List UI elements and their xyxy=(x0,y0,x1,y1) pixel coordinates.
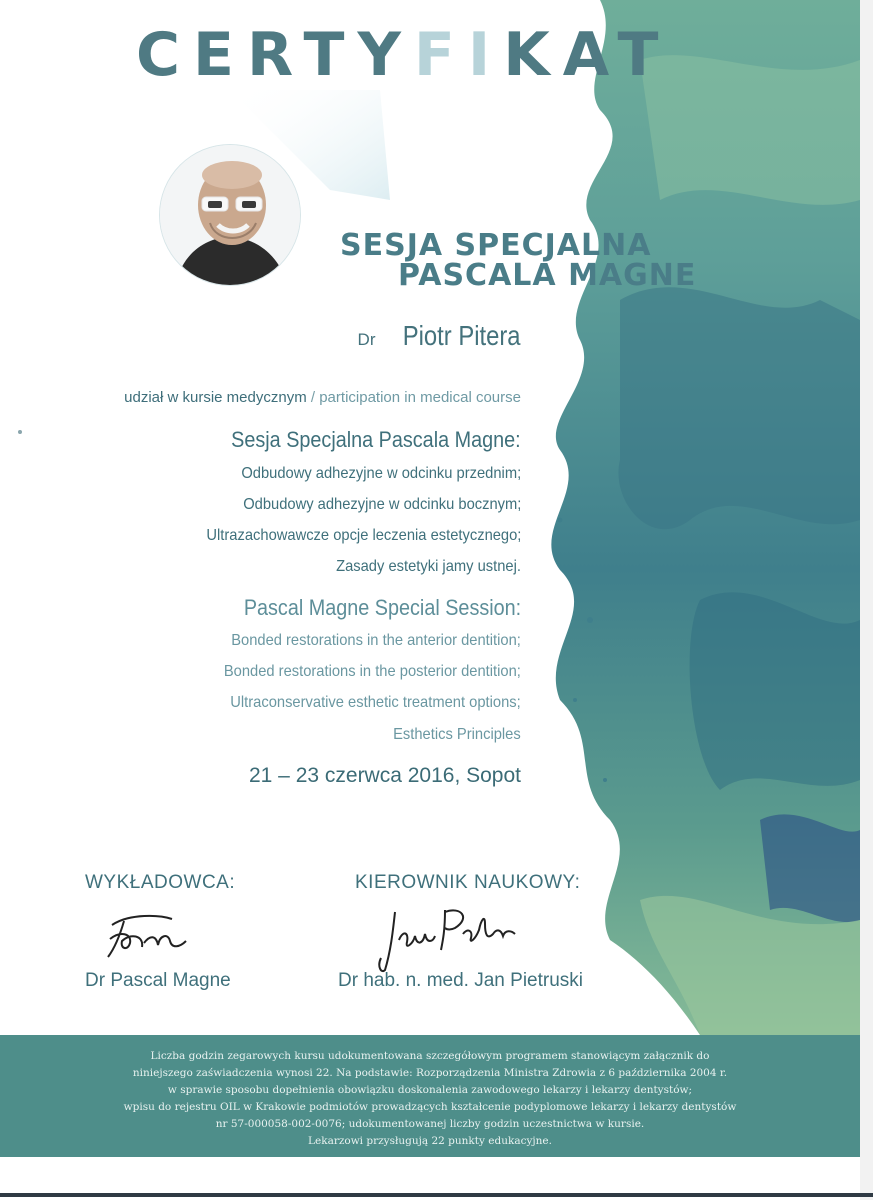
recipient-line xyxy=(358,320,520,352)
footer-legal-text xyxy=(80,1048,780,1150)
course-item-pl: Odbudowy adhezyjne w odcinku przednim; xyxy=(241,465,521,482)
course-item-en: Bonded restorations in the anterior dentition; xyxy=(231,632,521,649)
director-name: Dr hab. n. med. Jan Pietruski xyxy=(338,970,583,991)
lecturer-role-label: WYKŁADOWCA: xyxy=(85,872,236,893)
lecturer-name: Dr Pascal Magne xyxy=(85,970,231,991)
footer-line: wpisu do rejestru OIL w Krakowie podmiotów prowadzących kształcenie podyplomowe lekarzy i lekarzy dentystów xyxy=(123,1101,737,1113)
participation-separator: / xyxy=(310,389,316,406)
title-part-faded: FI xyxy=(413,20,504,90)
portrait-illustration xyxy=(160,145,300,285)
session-title-line-1: SESJA SPECJALNA xyxy=(340,228,652,263)
footer-line: Liczba godzin zegarowych kursu udokumentowana szczegółowym programem stanowiącym załącznik do xyxy=(150,1050,710,1062)
lecturer-signature xyxy=(100,905,200,965)
recipient-prefix: Dr xyxy=(357,330,376,349)
footer-line: w sprawie sposobu dopełnienia obowiązku doskonalenia zawodowego lekarzy i lekarzy dentystów; xyxy=(167,1084,693,1096)
speck-mark xyxy=(18,430,22,434)
participation-pl: udział w kursie medycznym xyxy=(124,389,307,406)
title-part-end: KAT xyxy=(503,20,672,90)
certificate-title xyxy=(136,20,736,90)
footer-line: nr 57-000058-002-0076; udokumentowanej liczby godzin uczestnictwa w kursie. xyxy=(215,1118,645,1130)
participation-line xyxy=(124,389,521,406)
course-item-en: Esthetics Principles xyxy=(393,726,521,743)
course-item-pl: Zasady estetyki jamy ustnej. xyxy=(336,558,521,575)
course-heading-pl: Sesja Specjalna Pascala Magne: xyxy=(231,427,521,452)
course-item-pl: Odbudowy adhezyjne w odcinku bocznym; xyxy=(242,496,521,513)
director-role-label: KIEROWNIK NAUKOWY: xyxy=(355,872,581,893)
footer-line: niniejszego zaświadczenia wynosi 22. Na podstawie: Rozporządzenia Ministra Zdrowia z 6 października 2004 r. xyxy=(132,1067,728,1079)
scan-edge-line xyxy=(0,1193,873,1197)
course-heading-en: Pascal Magne Special Session: xyxy=(243,595,521,620)
title-part-main: CERTY xyxy=(136,20,414,90)
footer-line: Lekarzowi przysługują 22 punkty edukacyjne. xyxy=(308,1135,552,1147)
course-item-en: Ultraconservative esthetic treatment options; xyxy=(230,694,521,711)
course-item-en: Bonded restorations in the posterior dentition; xyxy=(223,663,521,680)
director-signature xyxy=(375,900,535,980)
session-title-line-2: PASCALA MAGNE xyxy=(398,258,697,293)
recipient-name: Piotr Pitera xyxy=(402,320,520,351)
course-item-pl: Ultrazachowawcze opcje leczenia estetycznego; xyxy=(205,527,521,544)
participation-en: participation in medical course xyxy=(319,389,521,406)
course-date-place: 21 – 23 czerwca 2016, Sopot xyxy=(248,764,521,787)
lecturer-portrait xyxy=(160,145,300,285)
